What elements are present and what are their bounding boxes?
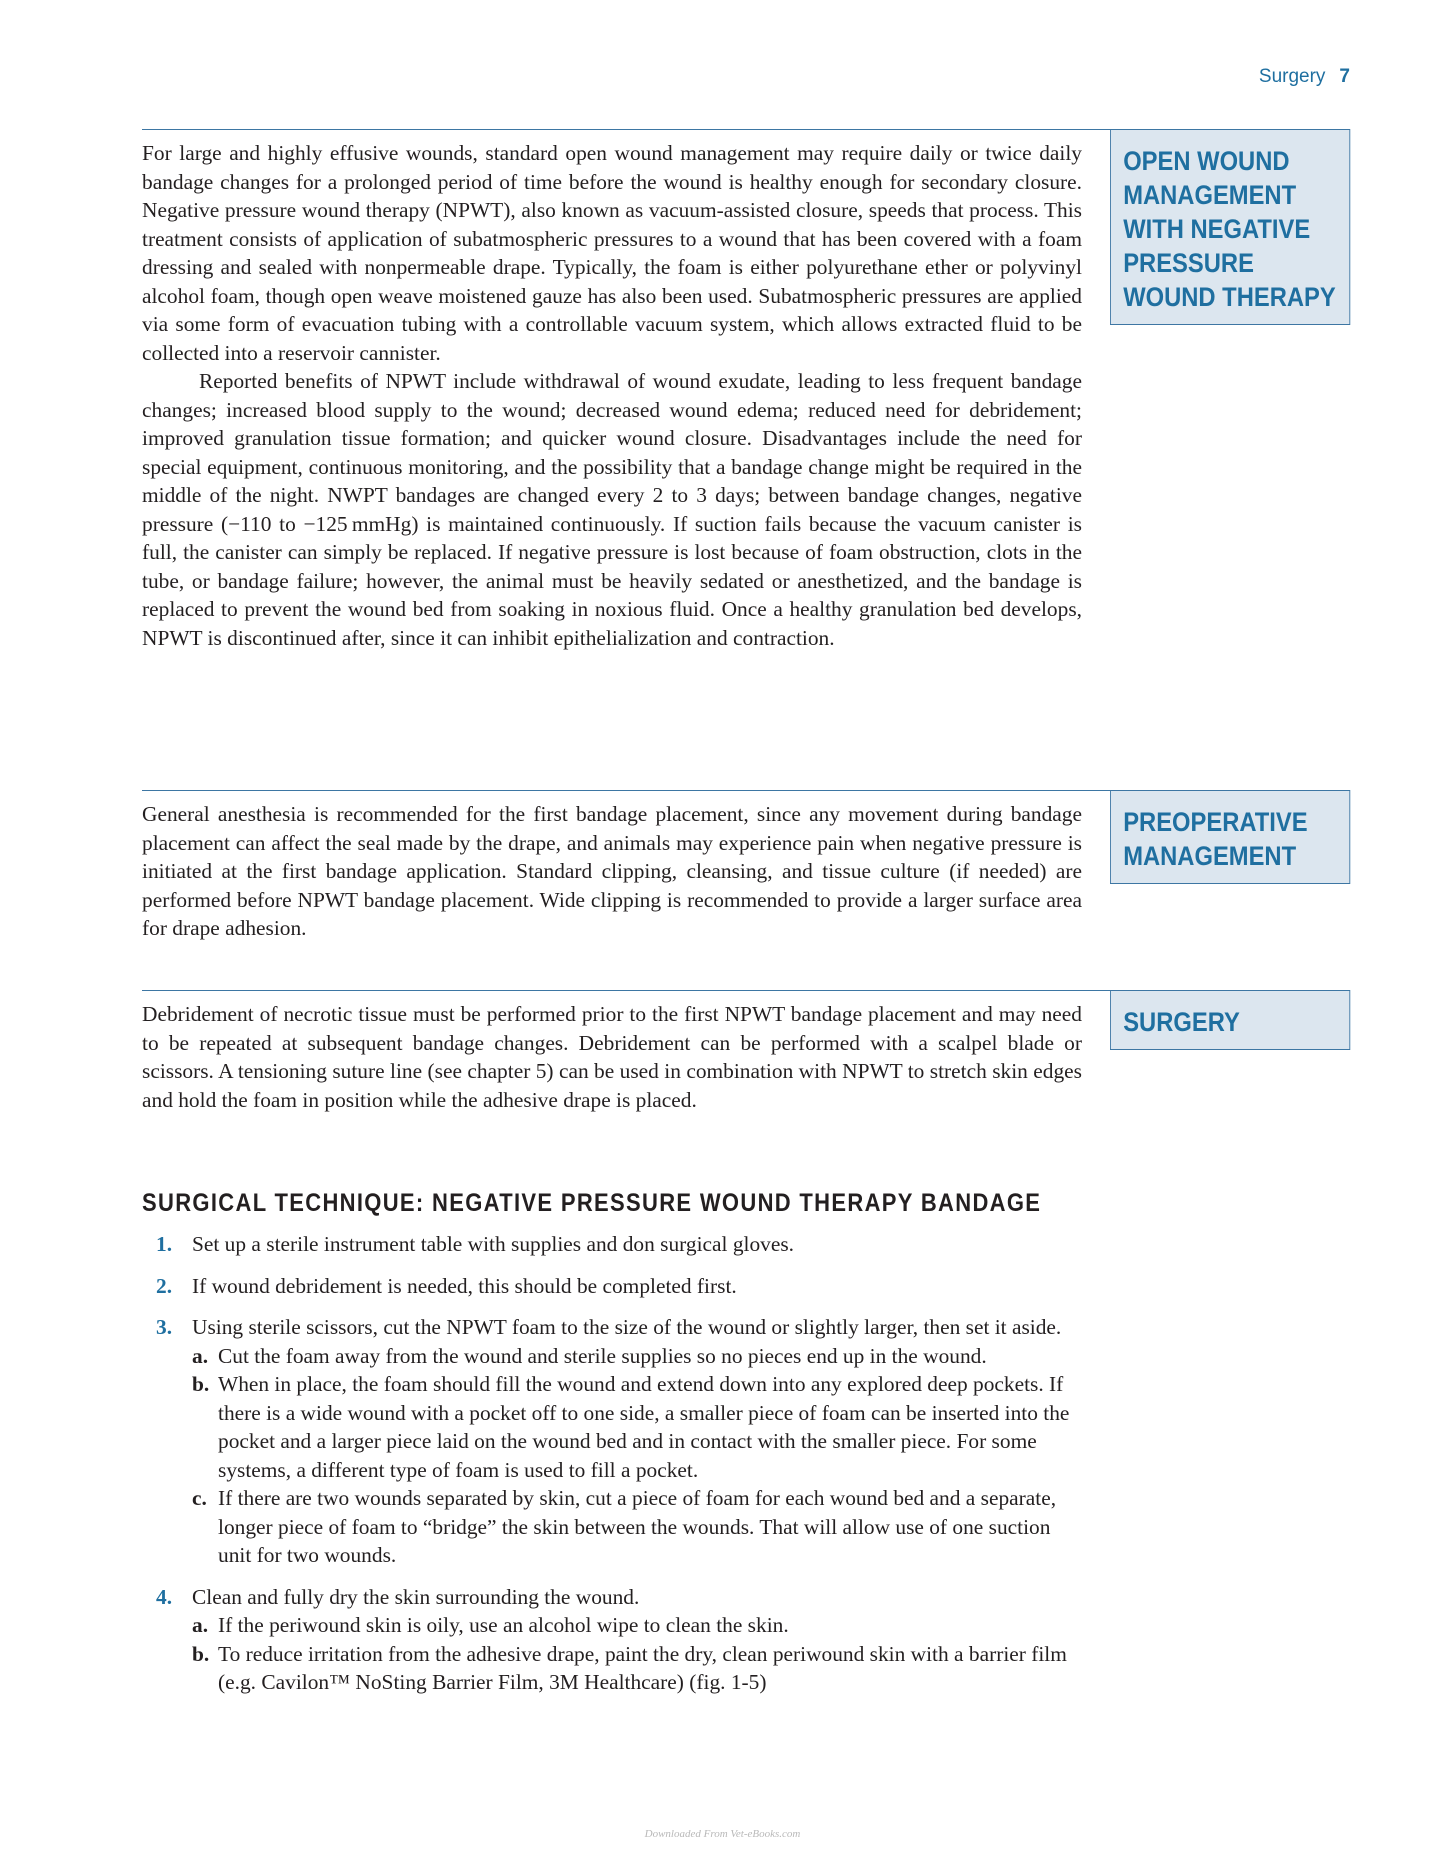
technique-steps (142, 1230, 1072, 1710)
step-number: 2. (156, 1273, 173, 1298)
step-text: If wound debridement is needed, this should be completed first. (192, 1273, 737, 1298)
step-item (142, 1272, 1072, 1301)
substep-letter: a. (192, 1613, 209, 1637)
substep-item (192, 1640, 1072, 1697)
running-head (1259, 66, 1350, 88)
step-item (142, 1583, 1072, 1697)
step-text: Using sterile scissors, cut the NPWT foam to the size of the wound or slightly larger, then set it aside. (192, 1315, 1062, 1339)
substep-item (192, 1611, 1072, 1640)
technique-heading: SURGICAL TECHNIQUE: NEGATIVE PRESSURE WOUND THERAPY BANDAGE (142, 1189, 1042, 1217)
substep-letter: b. (192, 1372, 210, 1396)
step-number: 4. (156, 1584, 173, 1609)
substep-letter: b. (192, 1641, 210, 1666)
section-rule (142, 129, 1110, 130)
substep-item (192, 1484, 1072, 1570)
step-number: 3. (156, 1315, 173, 1339)
paragraph: Debridement of necrotic tissue must be performed prior to the first NPWT bandage placement and may need to be repeated at subsequent bandage changes. Debridement can be performed with a scalpel blade or scissors. A tensioning suture line (see chapter 5) can be used in combination with NPWT to stretch skin edges and hold the foam in position while the adhesive drape is placed. (142, 1002, 1082, 1112)
paragraph: For large and highly effusive wounds, standard open wound management may require daily or twice daily bandage changes for a prolonged period of time before the wound is healthy enough for secondary closure. Negative pressure wound therapy (NPWT), also known as vacuum-assisted closure, speeds that process. This treatment consists of application of subatmospheric pressures to a wound that has been covered with a foam dressing and sealed with nonpermeable drape. Typically, the foam is either polyurethane ether or polyvinyl alcohol foam, though open weave moistened gauze has also been used. Subatmospheric pressures are applied via some form of evacuation tubing with a controllable vacuum system, which allows extracted fluid to be collected into a reservoir cannister. (142, 141, 1082, 365)
page-number: 7 (1339, 66, 1350, 87)
sidebar-heading: PREOPERATIVE MANAGEMENT (1110, 790, 1350, 884)
substep-item (192, 1370, 1072, 1484)
sidebar-heading: OPEN WOUND MANAGEMENT WITH NEGATIVE PRESSURE WOUND THERAPY (1110, 129, 1350, 325)
substep-text: When in place, the foam should fill the wound and extend down into any explored deep pockets. If there is a wide wound with a pocket off to one side, a smaller piece of foam can be inserted into the pocket and a larger piece laid on the wound bed and in contact with the smaller piece. For some systems, a different type of foam is used to fill a pocket. (218, 1372, 1070, 1482)
step-text: Set up a sterile instrument table with supplies and don surgical gloves. (192, 1232, 795, 1256)
substep-letter: a. (192, 1343, 209, 1368)
substep-text: To reduce irritation from the adhesive drape, paint the dry, clean periwound skin with a barrier film (e.g. Cavilon™ NoSting Barrier Film, 3M Healthcare) (fig. 1-5) (218, 1641, 1067, 1694)
substep-letter: c. (192, 1486, 207, 1510)
step-item (142, 1230, 1072, 1259)
substep-text: Cut the foam away from the wound and sterile supplies so no pieces end up in the wound. (218, 1343, 987, 1368)
substep-text: If there are two wounds separated by skin, cut a piece of foam for each wound bed and a separate, longer piece of foam to “bridge” the skin between the wounds. That will allow use of one suction unit for two wounds. (218, 1486, 1057, 1567)
paragraph: General anesthesia is recommended for the first bandage placement, since any movement during bandage placement can affect the seal made by the drape, and animals may experience pain when negative pressure is initiated at the first bandage application. Standard clipping, cleansing, and tissue culture (if needed) are performed before NPWT bandage placement. Wide clipping is recommended to provide a larger surface area for drape adhesion. (142, 802, 1082, 940)
sidebar-heading: SURGERY (1110, 990, 1350, 1050)
substep-text: If the periwound skin is oily, use an alcohol wipe to clean the skin. (218, 1613, 789, 1637)
section-rule (142, 790, 1110, 791)
section-body (142, 1000, 1082, 1114)
section-body (142, 800, 1082, 943)
substep-item (192, 1342, 1072, 1371)
section-rule (142, 990, 1110, 991)
download-watermark: Downloaded From Vet-eBooks.com (644, 1828, 801, 1840)
paragraph: Reported benefits of NPWT include withdrawal of wound exudate, leading to less frequent bandage changes; increased blood supply to the wound; decreased wound edema; reduced need for debridement; improved granulation tissue formation; and quicker wound closure. Disadvantages include the need for special equipment, continuous monitoring, and the possibility that a bandage change might be required in the middle of the night. NWPT bandages are changed every 2 to 3 days; between bandage changes, negative pressure (−110 to −125 mmHg) is maintained continuously. If suction fails because the vacuum canister is full, the canister can simply be replaced. If negative pressure is lost because of foam obstruction, clots in the tube, or bandage failure; however, the animal must be heavily sedated or anesthetized, and the bandage is replaced to prevent the wound bed from soaking in noxious fluid. Once a healthy granulation bed develops, NPWT is discontinued after, since it can inhibit epithelialization and contraction. (142, 369, 1082, 650)
step-number: 1. (156, 1232, 173, 1256)
section-body (142, 139, 1082, 652)
step-text: Clean and fully dry the skin surrounding the wound. (192, 1584, 640, 1609)
running-title: Surgery (1258, 66, 1326, 87)
step-item (142, 1313, 1072, 1570)
